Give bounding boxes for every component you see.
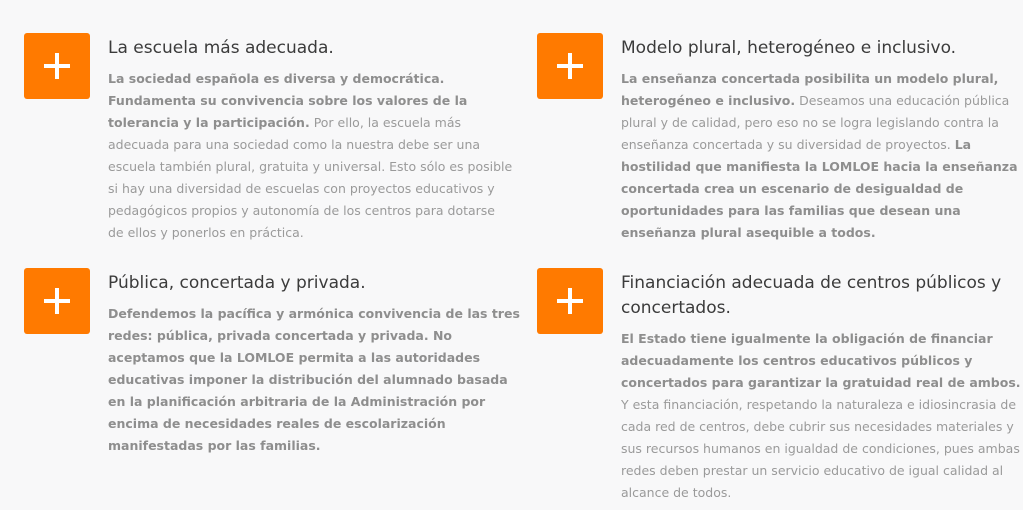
feature-text-bold: La sociedad española es diversa y democrática. Fundamenta su convivencia sobre los valores de la tolerancia y la participación. <box>108 71 468 130</box>
feature-text-bold: Defendemos la pacífica y armónica convivencia de las tres redes: pública, privada concertada y privada. No aceptamos que la LOMLOE permita a las autoridades educativas imponer la distribución del alumnado basada en la planificación arbitraria de la Administración por encima de necesidades reales de escolarización manifestadas por las familias. <box>108 306 520 453</box>
feature-text-bold: El Estado tiene igualmente la obligación de financiar adecuadamente los centros educativos públicos y concertados para garantizar la gratuidad real de ambos. <box>621 331 1021 390</box>
feature-text <box>621 328 1023 504</box>
feature-title: Pública, concertada y privada. <box>108 273 366 293</box>
feature-modelo-plural <box>537 33 1023 240</box>
plus-icon <box>44 288 70 314</box>
expand-button[interactable] <box>24 33 90 99</box>
feature-publica-concertada-privada <box>24 268 520 468</box>
expand-button[interactable] <box>537 268 603 334</box>
plus-icon <box>557 53 583 79</box>
feature-financiacion <box>537 268 1023 498</box>
plus-icon <box>44 53 70 79</box>
feature-text-bold-2: La hostilidad que manifiesta la LOMLOE hacia la enseñanza concertada crea un escenario de desigualdad de oportunidades para las familias que desean una enseñanza plural asequible a todos. <box>621 137 1018 240</box>
feature-text-bold: La enseñanza concertada posibilita un modelo plural, heterogéneo e inclusivo. <box>621 71 999 108</box>
expand-button[interactable] <box>24 268 90 334</box>
plus-icon <box>557 288 583 314</box>
feature-text-normal: Por ello, la escuela más adecuada para una sociedad como la nuestra debe ser una escuela también plural, gratuita y universal. Esto sólo es posible si hay una diversidad de escuelas con proyectos educativos y pedagógicos propios y autonomía de los centros para dotarse de ellos y ponerlos en práctica. <box>108 115 513 240</box>
feature-title: Modelo plural, heterogéneo e inclusivo. <box>621 38 957 58</box>
expand-button[interactable] <box>537 33 603 99</box>
feature-text <box>108 303 520 457</box>
feature-text <box>621 68 1023 244</box>
feature-text <box>108 68 514 244</box>
feature-title: Financiación adecuada de centros públicos y concertados. <box>621 273 1002 318</box>
feature-text-normal: Deseamos una educación pública plural y de calidad, pero eso no se logra legislando contra la enseñanza concertada y su diversidad de proyectos. <box>621 93 1010 152</box>
feature-escuela-adecuada <box>24 33 514 240</box>
feature-text-normal: Y esta financiación, respetando la naturaleza e idiosincrasia de cada red de centros, debe cubrir sus necesidades materiales y sus recursos humanos en igualdad de condiciones, pues ambas redes deben prestar un servicio educativo de igual calidad al alcance de todos. <box>621 397 1020 500</box>
feature-title: La escuela más adecuada. <box>108 38 334 58</box>
